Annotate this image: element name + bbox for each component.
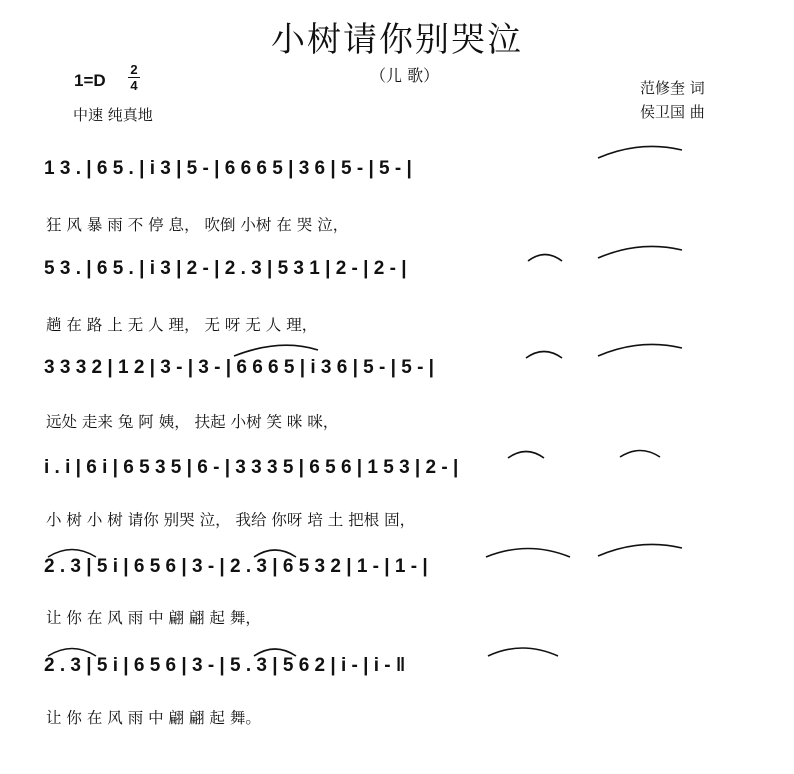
tie-arc <box>486 549 570 558</box>
tie-arc <box>598 146 682 158</box>
lyric-row-2: 趟 在 路 上 无 人 理， 无 呀 无 人 理， <box>46 316 318 334</box>
notation-row-4: i . i | 6 i | 6 5 3 5 | 6 - | 3 3 3 5 | 6 5 6 | 1 5 3 | 2 - | <box>44 457 459 478</box>
notation-row-2: 5 3 . | 6 5 . | i 3 | 2 - | 2 . 3 | 5 3 1 | 2 - | 2 - | <box>44 258 407 279</box>
tie-arc <box>526 352 562 359</box>
song-genre: （儿 歌） <box>370 66 440 85</box>
lyric-row-3: 远处 走来 兔 阿 姨， 扶起 小树 笑 咪 咪， <box>46 413 339 431</box>
lyricist-credit: 范修奎 词 <box>640 79 705 97</box>
notation-row-1: 1 3 . | 6 5 . | i 3 | 5 - | 6 6 6 5 | 3 6 | 5 - | 5 - | <box>44 158 412 179</box>
lyric-row-5: 让 你 在 风 雨 中 翩 翩 起 舞， <box>46 609 261 627</box>
key-signature: 1=D <box>74 71 106 90</box>
tie-arc <box>620 451 660 458</box>
time-signature <box>128 62 140 93</box>
composer-credit: 侯卫国 曲 <box>640 103 705 121</box>
tie-arc <box>528 255 562 262</box>
tie-arc <box>508 452 544 459</box>
tempo-marking: 中速 纯真地 <box>73 106 153 124</box>
tie-arc <box>234 345 318 356</box>
lyric-row-6: 让 你 在 风 雨 中 翩 翩 起 舞。 <box>46 709 261 727</box>
notation-row-5: 2 . 3 | 5 i | 6 5 6 | 3 - | 2 . 3 | 6 5 3 2 | 1 - | 1 - | <box>44 556 428 577</box>
song-title: 小树请你别哭泣 <box>271 20 523 60</box>
lyric-row-1: 狂 风 暴 雨 不 停 息， 吹倒 小树 在 哭 泣， <box>46 216 349 234</box>
time-signature-top: 2 <box>130 62 138 77</box>
lyric-row-4: 小 树 小 树 请你 别哭 泣， 我给 你呀 培 土 把根 固， <box>46 511 416 529</box>
time-signature-bottom: 4 <box>130 78 138 93</box>
tie-arc <box>598 344 682 356</box>
tie-arc <box>488 648 558 656</box>
notation-row-3: 3 3 3 2 | 1 2 | 3 - | 3 - | 6 6 6 5 | i 3 6 | 5 - | 5 - | <box>44 357 434 378</box>
tie-arc <box>598 544 682 556</box>
notation-row-6: 2 . 3 | 5 i | 6 5 6 | 3 - | 5 . 3 | 5 6 2 | i - | i - ‖ <box>44 655 406 676</box>
tie-arc <box>598 246 682 258</box>
